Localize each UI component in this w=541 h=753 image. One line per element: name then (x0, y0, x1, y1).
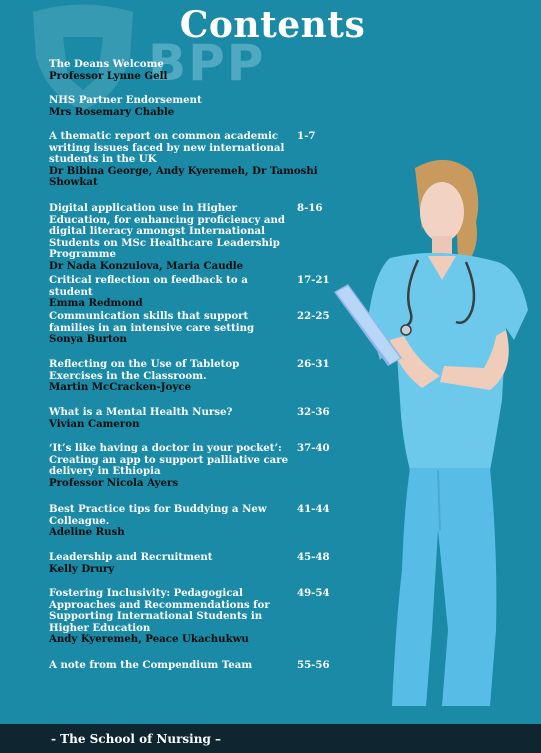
entry-title: A note from the Compendium Team (49, 659, 253, 671)
entry-author: Emma Redmond (49, 297, 143, 310)
entry-author: Dr Bibina George, Andy Kyeremeh, Dr Tamoshi Showkat (49, 164, 318, 189)
entry-title: ‘It’s like having a doctor in your pocket’: Creating an app to support palliative care delivery in Ethiopia (49, 442, 289, 478)
entry-author: Kelly Drury (49, 562, 115, 575)
entry-pages: 55-56 (297, 659, 330, 671)
entry-author: Adeline Rush (49, 526, 125, 539)
entry-title: Fostering Inclusivity: Pedagogical Approaches and Recommendations for Supporting International Students in Higher Education (49, 587, 270, 634)
toc-entry[interactable] (49, 660, 339, 672)
footer-bar (0, 724, 541, 753)
page-title: Contents (179, 4, 366, 46)
toc-entry[interactable] (49, 359, 339, 394)
toc-entry[interactable] (49, 95, 339, 118)
footer-text: - The School of Nursing – (51, 732, 222, 746)
entry-title: Best Practice tips for Buddying a New Colleague. (49, 503, 267, 527)
entry-title: NHS Partner Endorsement (49, 94, 202, 106)
entry-title: Communication skills that support families in an intensive care setting (49, 310, 255, 334)
entry-pages: 49-54 (297, 587, 330, 599)
nurse-illustration-icon (330, 150, 535, 720)
toc-entry[interactable] (49, 203, 339, 273)
entry-author: Professor Nicola Ayers (49, 476, 179, 489)
entry-pages: 37-40 (297, 442, 330, 454)
entry-author: Vivian Cameron (49, 417, 140, 430)
entry-title: What is a Mental Health Nurse? (49, 406, 233, 418)
entry-title: The Deans Welcome (49, 58, 164, 70)
toc-entry[interactable] (49, 552, 339, 575)
entry-author: Dr Nada Konzulova, Maria Caudle (49, 259, 244, 272)
entry-pages: 26-31 (297, 358, 330, 370)
entry-author: Mrs Rosemary Chable (49, 105, 175, 118)
entry-title: Digital application use in Higher Education, for enhancing proficiency and digital literacy amongst International Students on MSc Healthcare Leadership Programme (49, 202, 285, 261)
toc-entry[interactable] (49, 443, 339, 489)
entry-author: Sonya Burton (49, 333, 127, 346)
entry-title: Reflecting on the Use of Tabletop Exercises in the Classroom. (49, 358, 240, 382)
entry-title: Leadership and Recruitment (49, 551, 213, 563)
entry-title: Critical reflection on feedback to a student (49, 274, 248, 298)
toc-entry[interactable] (49, 275, 339, 310)
toc-entry[interactable] (49, 131, 339, 189)
entry-pages: 32-36 (297, 406, 330, 418)
entry-title: A thematic report on common academic writing issues faced by new international students in the UK (49, 130, 285, 166)
entry-pages: 45-48 (297, 551, 330, 563)
toc-entry[interactable] (49, 59, 339, 82)
toc-entry[interactable] (49, 311, 339, 346)
entry-pages: 8-16 (297, 202, 323, 214)
entry-pages: 41-44 (297, 503, 330, 515)
entry-author: Andy Kyeremeh, Peace Ukachukwu (49, 633, 249, 646)
entry-pages: 22-25 (297, 310, 330, 322)
entry-pages: 17-21 (297, 274, 330, 286)
toc-entry[interactable] (49, 407, 339, 430)
bpp-watermark-text: BPP (148, 34, 266, 92)
toc-entry[interactable] (49, 588, 339, 646)
entry-author: Professor Lynne Gell (49, 69, 168, 82)
entry-pages: 1-7 (297, 130, 316, 142)
toc-entry[interactable] (49, 504, 339, 539)
entry-author: Martin McCracken-Joyce (49, 381, 191, 394)
